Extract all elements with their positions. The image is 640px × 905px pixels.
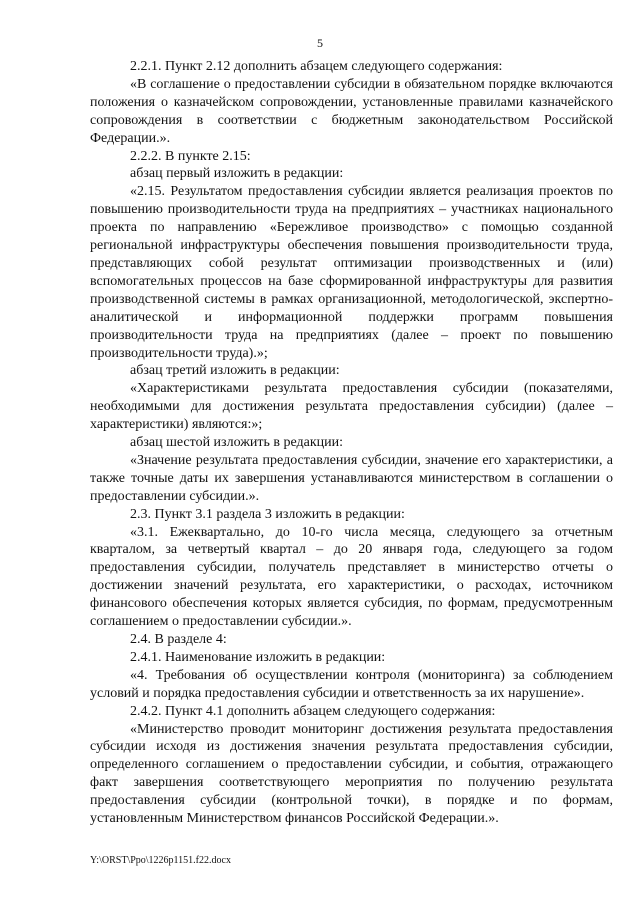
paragraph: «Значение результата предоставления субсидии, значение его характеристики, а также точные даты их завершения устанавливаются министерством в соглашении о предоставлении субсидии.».: [90, 452, 613, 504]
paragraph: «В соглашение о предоставлении субсидии в обязательном порядке включаются положения о казначейском сопровождении, установленные правилами казначейского сопровождения в соответствии с бюджетным законодательством Российской Федерации.».: [90, 76, 613, 146]
paragraph: «3.1. Ежеквартально, до 10-го числа месяца, следующего за отчетным кварталом, за четвертый квартал – до 20 января года, следующего за годом предоставления субсидии, получатель представляет в министерство отчеты о достижении значений результата, его характеристики, о расходах, источником финансового обеспечения которых является субсидия, по формам, предусмотренным соглашением о предоставлении субсидии.».: [90, 524, 613, 630]
page-number: 5: [317, 36, 323, 50]
paragraph: 2.4.2. Пункт 4.1 дополнить абзацем следующего содержания:: [130, 703, 496, 719]
paragraph: 2.4. В разделе 4:: [130, 632, 227, 647]
footer-file-path: Y:\ORST\Ppo\1226p1151.f22.docx: [90, 855, 231, 866]
paragraph: абзац третий изложить в редакции:: [130, 363, 340, 379]
paragraph: 2.2.1. Пункт 2.12 дополнить абзацем следующего содержания:: [130, 59, 503, 74]
paragraph: 2.4.1. Наименование изложить в редакции:: [130, 649, 386, 665]
paragraph: абзац первый изложить в редакции:: [130, 166, 344, 182]
paragraph: «Характеристиками результата предоставления субсидии (показателями, необходимыми для достижения результата предоставления субсидии) (далее – характеристики) являются:»;: [90, 381, 613, 433]
paragraph: «Министерство проводит мониторинг достижения результата предоставления субсидии исходя из достижения значения результата предоставления субсидии, определенного соглашением о предоставлении субсидии, и события, отражающего факт завершения соответствующего мероприятия по получению результата предоставления субсидии (контрольной точки), в порядке и по формам, установленным Министерством финансов Российской Федерации.».: [90, 721, 613, 827]
paragraph: абзац шестой изложить в редакции:: [130, 435, 344, 451]
paragraph: «4. Требования об осуществлении контроля (мониторинга) за соблюдением условий и порядка предоставления субсидии и ответственность за их нарушение».: [90, 667, 613, 701]
paragraph: 2.3. Пункт 3.1 раздела 3 изложить в редакции:: [130, 506, 405, 522]
paragraph: «2.15. Результатом предоставления субсидии является реализация проектов по повышению производительности труда на предприятиях – участниках национального проекта по направлению «Бережливое производство» с помощью созданной региональной инфраструктуры обеспечения повышения производительности труда, представляющих собой результат оптимизации производственных и (или) вспомогательных процессов на базе сформированной инфраструктуры для развития производственной системы в рамках организационной, методологической, экспертно-аналитической и информационной поддержки программ повышения производительности труда на предприятиях (далее – проект по повышению производительности труда).»;: [90, 184, 613, 361]
paragraph: 2.2.2. В пункте 2.15:: [130, 148, 251, 164]
document-body: [90, 58, 613, 828]
